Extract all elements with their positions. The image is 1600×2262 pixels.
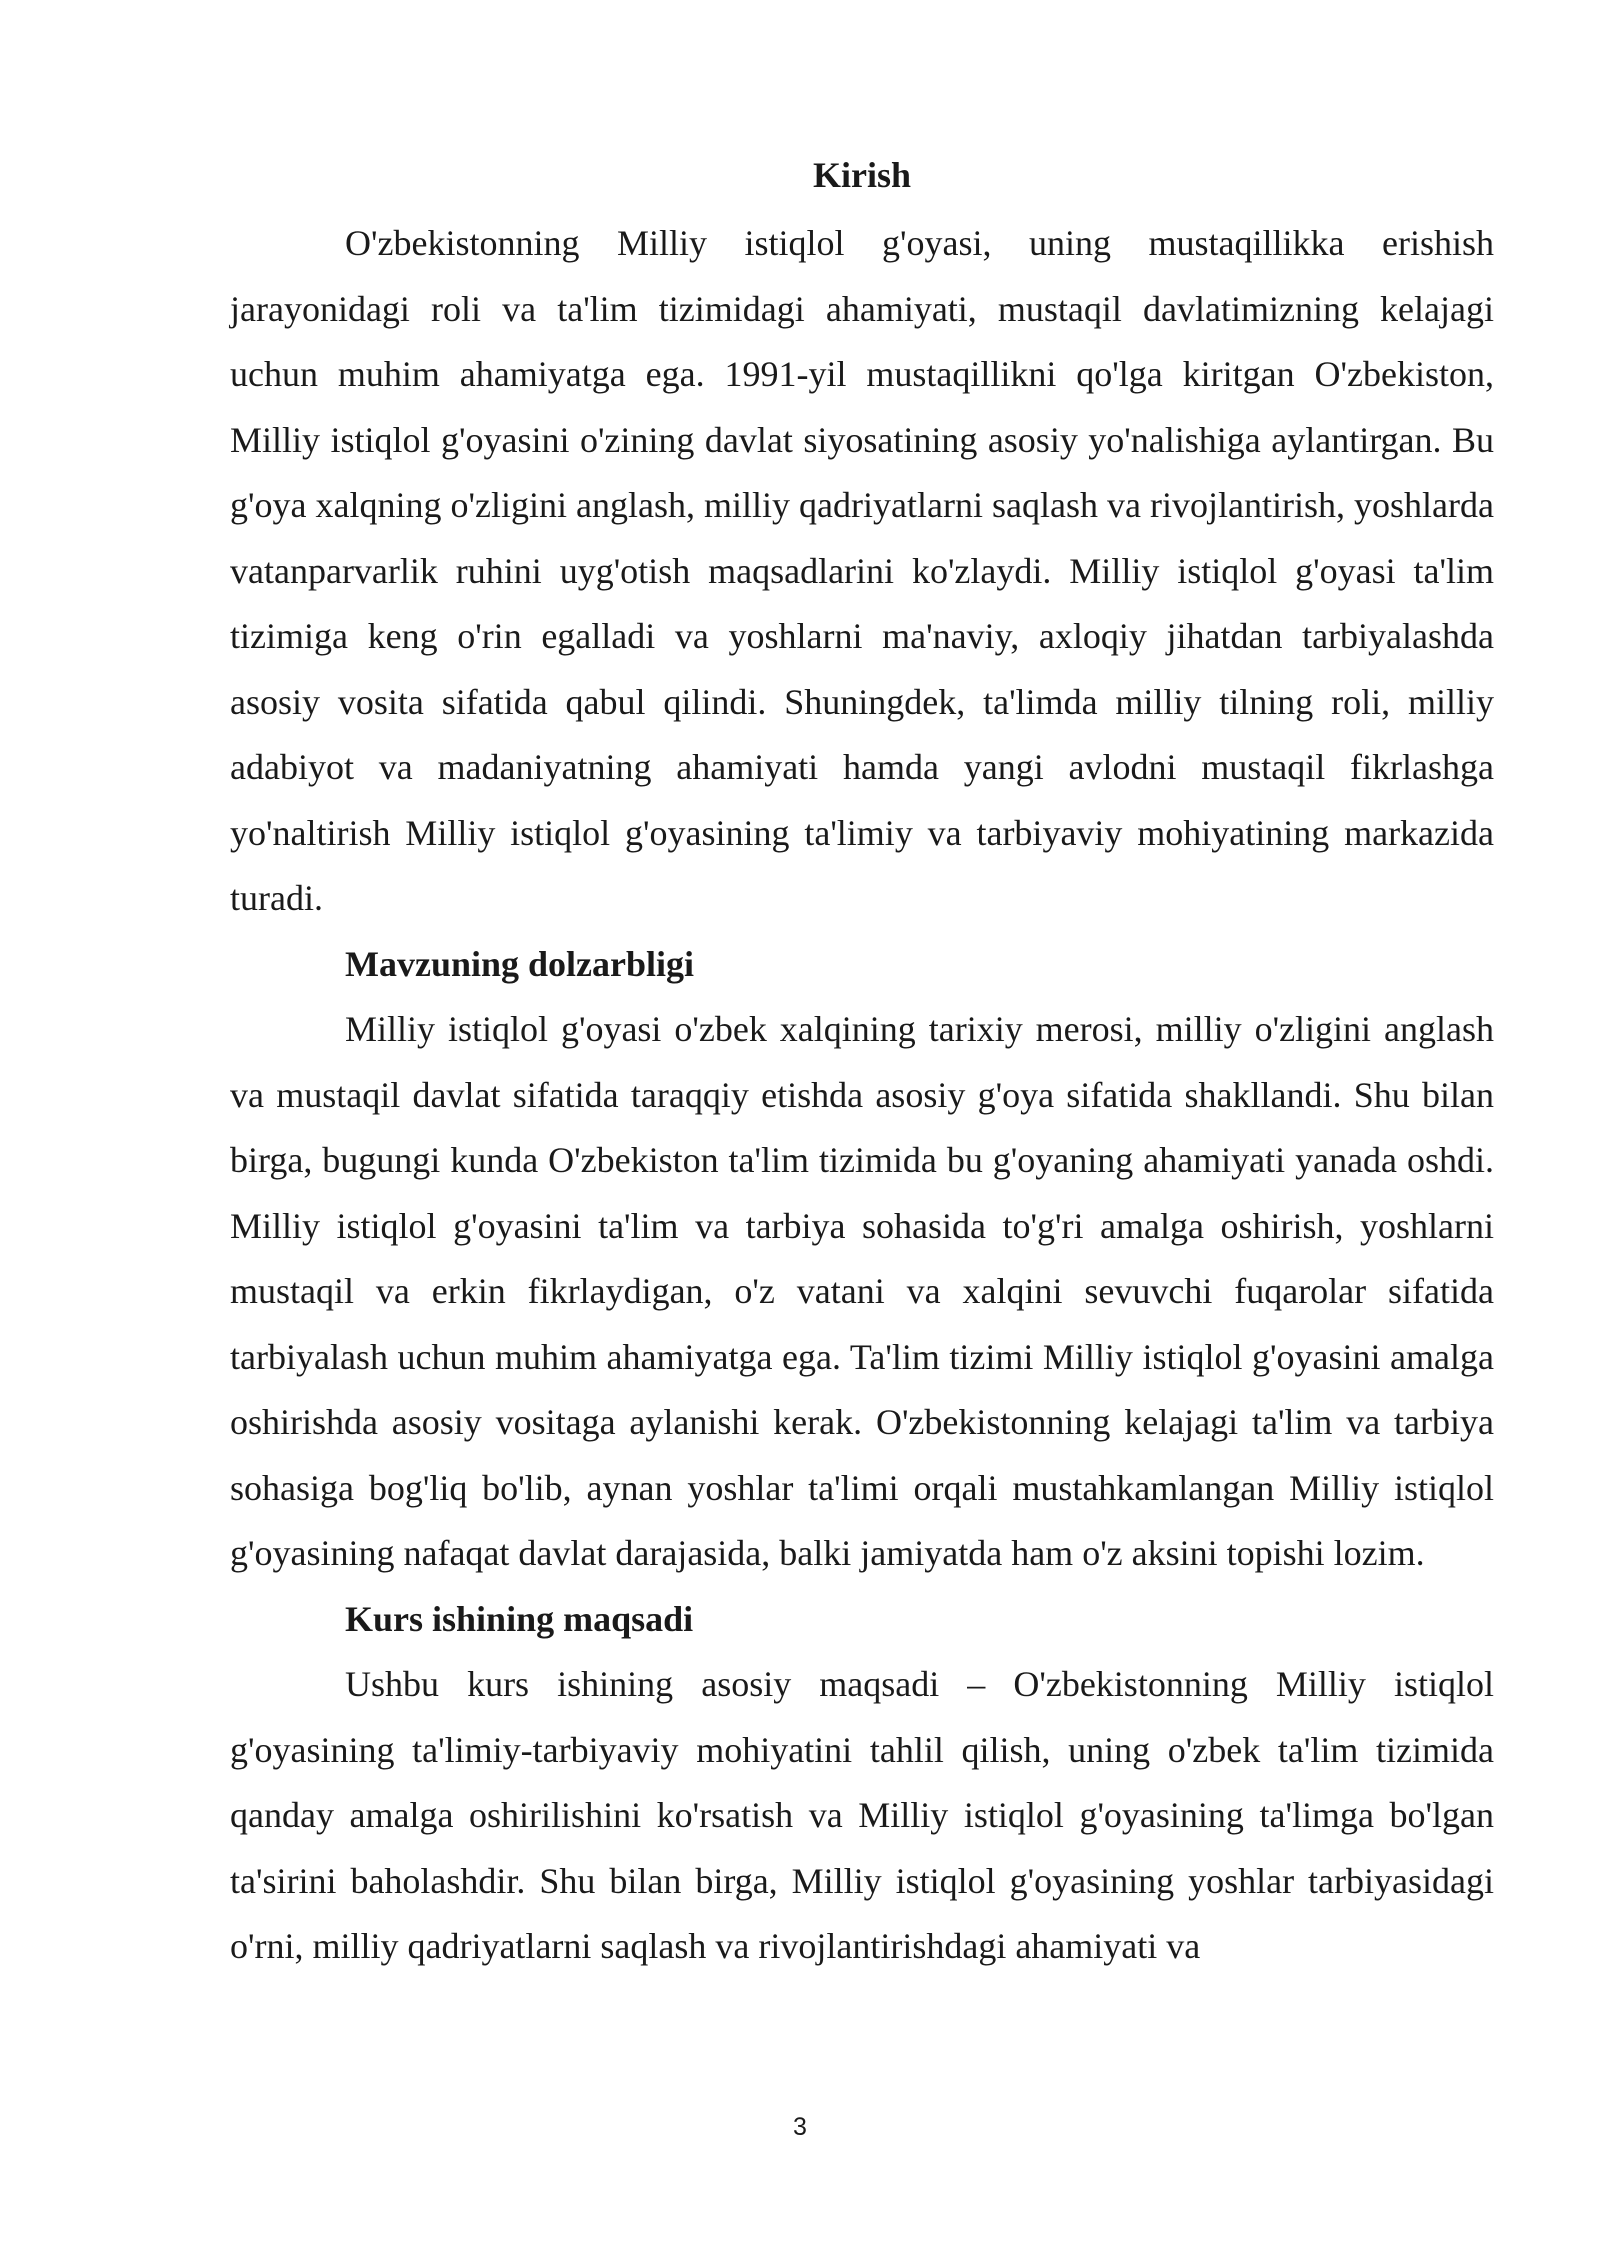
intro-paragraph: O'zbekistonning Milliy istiqlol g'oyasi, uning mustaqillikka erishish jarayonidagi roli va ta'lim tizimidagi ahamiyati, mustaqil davlatimizning kelajagi uchun muhim ahamiyatga ega. 1991-yil mustaqillikni qo'lga kiritgan O'zbekiston, Milliy istiqlol g'oyasini o'zining davlat siyosatining asosiy yo'nalishiga aylantirgan. Bu g'oya xalqning o'zligini anglash, milliy qadriyatlarni saqlash va rivojlantirish, yoshlarda vatanparvarlik ruhini uyg'otish maqsadlarini ko'zlaydi. Milliy istiqlol g'oyasi ta'lim tizimiga keng o'rin egalladi va yoshlarni ma'naviy, axloqiy jihatdan tarbiyalashda asosiy vosita sifatida qabul qilindi. Shuningdek, ta'limda milliy tilning roli, milliy adabiyot va madaniyatning ahamiyati hamda yangi avlodni mustaqil fikrlashga yo'naltirish Milliy istiqlol g'oyasining ta'limiy va tarbiyaviy mohiyatining markazida turadi. bbox=[230, 223, 1494, 918]
section-heading-relevance: Mavzuning dolzarbligi bbox=[345, 943, 695, 984]
page-title: Kirish bbox=[812, 155, 911, 195]
goal-paragraph: Ushbu kurs ishining asosiy maqsadi – O'zbekistonning Milliy istiqlol g'oyasining ta'limiy-tarbiyaviy mohiyatini tahlil qilish, uning o'zbek ta'lim tizimida qanday amalga oshirilishini ko'rsatish va Milliy istiqlol g'oyasining ta'limga bo'lgan ta'sirini baholashdir. Shu bilan birga, Milliy istiqlol g'oyasining yoshlar tarbiyasidagi o'rni, milliy qadriyatlarni saqlash va rivojlantirishdagi ahamiyati va bbox=[230, 1664, 1494, 1966]
page-number: 3 bbox=[793, 2113, 807, 2141]
page-content bbox=[230, 146, 1494, 1980]
relevance-paragraph: Milliy istiqlol g'oyasi o'zbek xalqining tarixiy merosi, milliy o'zligini anglash va mustaqil davlat sifatida taraqqiy etishda asosiy g'oya sifatida shakllandi. Shu bilan birga, bugungi kunda O'zbekiston ta'lim tizimida bu g'oyaning ahamiyati yanada oshdi. Milliy istiqlol g'oyasini ta'lim va tarbiya sohasida to'g'ri amalga oshirish, yoshlarni mustaqil va erkin fikrlaydigan, o'z vatani va xalqini sevuvchi fuqarolar sifatida tarbiyalash uchun muhim ahamiyatga ega. Ta'lim tizimi Milliy istiqlol g'oyasini amalga oshirishda asosiy vositaga aylanishi kerak. O'zbekistonning kelajagi ta'lim va tarbiya sohasiga bog'liq bo'lib, aynan yoshlar ta'limi orqali mustahkamlangan Milliy istiqlol g'oyasining nafaqat davlat darajasida, balki jamiyatda ham o'z aksini topishi lozim. bbox=[230, 1009, 1494, 1573]
section-heading-goal: Kurs ishining maqsadi bbox=[345, 1598, 694, 1639]
